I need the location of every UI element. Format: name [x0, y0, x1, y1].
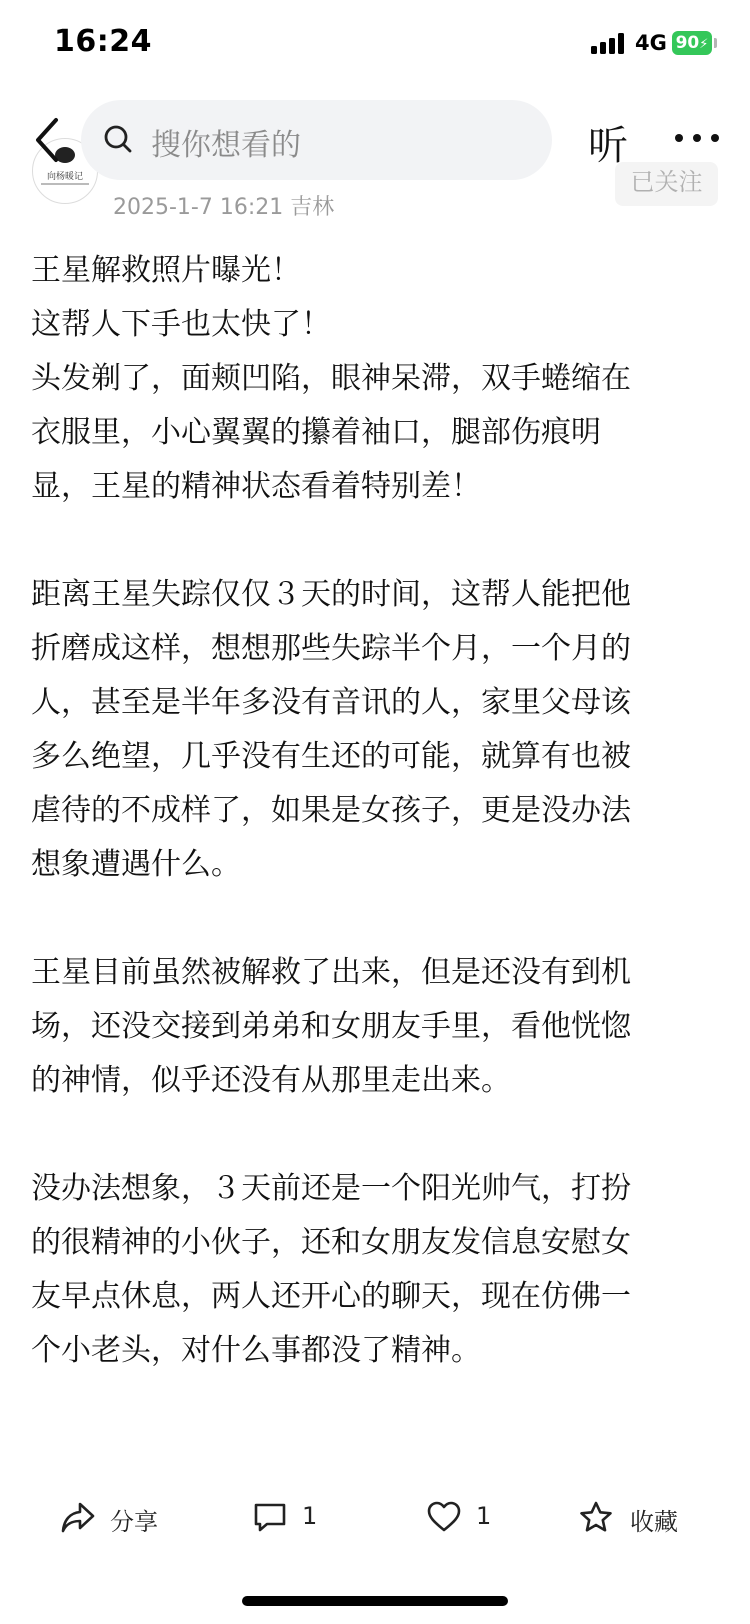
post-meta: 2025-1-7 16:21 吉林 — [113, 195, 335, 220]
share-label: 分享 — [110, 1508, 158, 1536]
article-line: 虐待的不成样了，如果是女孩子，更是没办法 — [31, 793, 631, 828]
listen-button[interactable]: 听 — [588, 123, 628, 169]
article-line: 想象遭遇什么。 — [31, 847, 241, 882]
article-line: 折磨成这样，想想那些失踪半个月，一个月的 — [31, 631, 631, 666]
comment-count: 1 — [302, 1502, 318, 1530]
back-arrow-icon — [28, 112, 68, 168]
article-line: 场，还没交接到弟弟和女朋友手里，看他恍惚 — [31, 1009, 631, 1044]
article-line: 衣服里，小心翼翼的攥着袖口，腿部伤痕明 — [31, 415, 601, 450]
author-row — [0, 168, 750, 232]
comment-button[interactable] — [252, 1490, 322, 1546]
more-options-icon[interactable] — [675, 134, 719, 144]
search-placeholder: 搜你想看的 — [151, 128, 301, 163]
network-type: 4G — [635, 31, 667, 55]
like-button[interactable] — [426, 1490, 496, 1546]
favorite-button[interactable] — [578, 1490, 688, 1546]
heart-icon — [426, 1500, 462, 1534]
paragraph-gap — [31, 1108, 731, 1162]
article-line: 人，甚至是半年多没有音讯的人，家里父母该 — [31, 685, 631, 720]
share-icon — [60, 1500, 96, 1534]
avatar-text: 向杨暖记 — [46, 172, 83, 182]
like-count: 1 — [476, 1502, 492, 1530]
battery-level: 90 — [675, 33, 700, 53]
article-line: 友早点休息，两人还开心的聊天，现在仿佛一 — [31, 1279, 631, 1314]
battery-tip — [714, 38, 717, 48]
comment-icon — [252, 1500, 288, 1534]
status-bar — [0, 0, 750, 88]
search-input[interactable] — [81, 100, 552, 180]
favorite-label: 收藏 — [630, 1508, 678, 1536]
article-line: 头发剃了，面颊凹陷，眼神呆滞，双手蜷缩在 — [31, 361, 631, 396]
status-time: 16:24 — [54, 24, 152, 59]
article-line: 这帮人下手也太快了！ — [31, 307, 331, 342]
follow-button[interactable]: 已关注 — [615, 162, 718, 206]
signal-icon — [591, 32, 627, 54]
article-line: 距离王星失踪仅仅３天的时间，这帮人能把他 — [31, 577, 631, 612]
search-icon — [103, 124, 133, 154]
article-line: 的很精神的小伙子，还和女朋友发信息安慰女 — [31, 1225, 631, 1260]
article-line: 王星解救照片曝光！ — [31, 253, 301, 288]
article-line: 多么绝望，几乎没有生还的可能，就算有也被 — [31, 739, 631, 774]
paragraph-gap — [31, 892, 731, 946]
back-button[interactable] — [28, 112, 68, 168]
avatar-subline — [41, 183, 89, 185]
article-line: 王星目前虽然被解救了出来，但是还没有到机 — [31, 955, 631, 990]
star-icon — [578, 1500, 614, 1534]
article-line: 个小老头，对什么事都没了精神。 — [31, 1333, 481, 1368]
article-body — [31, 244, 731, 1378]
share-button[interactable] — [60, 1490, 170, 1546]
action-bar — [0, 1490, 750, 1546]
battery-icon: 90⚡ — [672, 31, 712, 55]
home-indicator[interactable] — [242, 1596, 508, 1606]
article-line: 的神情，似乎还没有从那里走出来。 — [31, 1063, 511, 1098]
article-line: 没办法想象，３天前还是一个阳光帅气，打扮 — [31, 1171, 631, 1206]
paragraph-gap — [31, 514, 731, 568]
nav-bar — [0, 98, 750, 182]
article-line: 显，王星的精神状态看着特别差！ — [31, 469, 481, 504]
